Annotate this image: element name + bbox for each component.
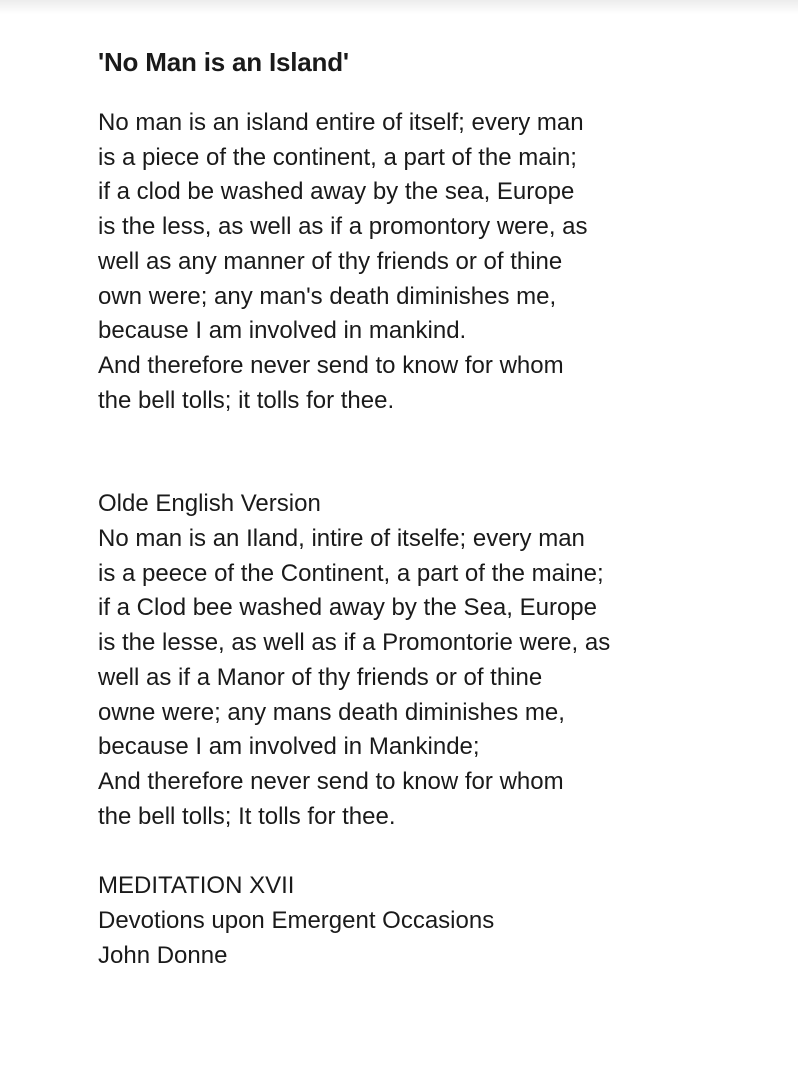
work-title: Devotions upon Emergent Occasions xyxy=(98,907,495,935)
poem-line: owne were; any mans death diminishes me, xyxy=(98,698,565,726)
poem-line: the bell tolls; It tolls for thee. xyxy=(98,802,396,830)
spacer xyxy=(98,834,778,869)
source-attribution xyxy=(98,869,778,973)
meditation-label: MEDITATION XVII xyxy=(98,872,295,900)
poem-line: own were; any man's death diminishes me, xyxy=(98,282,557,310)
poem-line: well as if a Manor of thy friends or of thine xyxy=(98,663,543,691)
modern-version-stanza xyxy=(98,106,778,418)
olde-version-heading: Olde English Version xyxy=(98,490,321,518)
poem-line: No man is an Iland, intire of itselfe; every man xyxy=(98,525,585,553)
olde-english-stanza xyxy=(98,487,778,834)
document-page xyxy=(98,44,778,973)
poem-line: No man is an island entire of itself; every man xyxy=(98,109,584,136)
poem-line: because I am involved in mankind. xyxy=(98,317,467,345)
poem-line: well as any manner of thy friends or of thine xyxy=(98,247,563,275)
poem-line: because I am involved in Mankinde; xyxy=(98,733,480,761)
poem-line: is the less, as well as if a promontory were, as xyxy=(98,213,588,241)
poem-line: if a clod be washed away by the sea, Europe xyxy=(98,178,575,206)
poem-line: And therefore never send to know for whom xyxy=(98,351,564,379)
poem-line: is the lesse, as well as if a Promontorie were, as xyxy=(98,629,611,657)
poem-title: 'No Man is an Island' xyxy=(98,47,349,77)
spacer xyxy=(98,418,778,487)
poem-line: the bell tolls; it tolls for thee. xyxy=(98,386,395,414)
poem-line: is a piece of the continent, a part of the main; xyxy=(98,143,577,171)
poem-line: if a Clod bee washed away by the Sea, Europe xyxy=(98,594,597,622)
author-name: John Donne xyxy=(98,941,228,969)
poem-line: And therefore never send to know for whom xyxy=(98,767,564,795)
poem-line: is a peece of the Continent, a part of the maine; xyxy=(98,559,604,587)
top-edge-shadow xyxy=(0,0,798,14)
